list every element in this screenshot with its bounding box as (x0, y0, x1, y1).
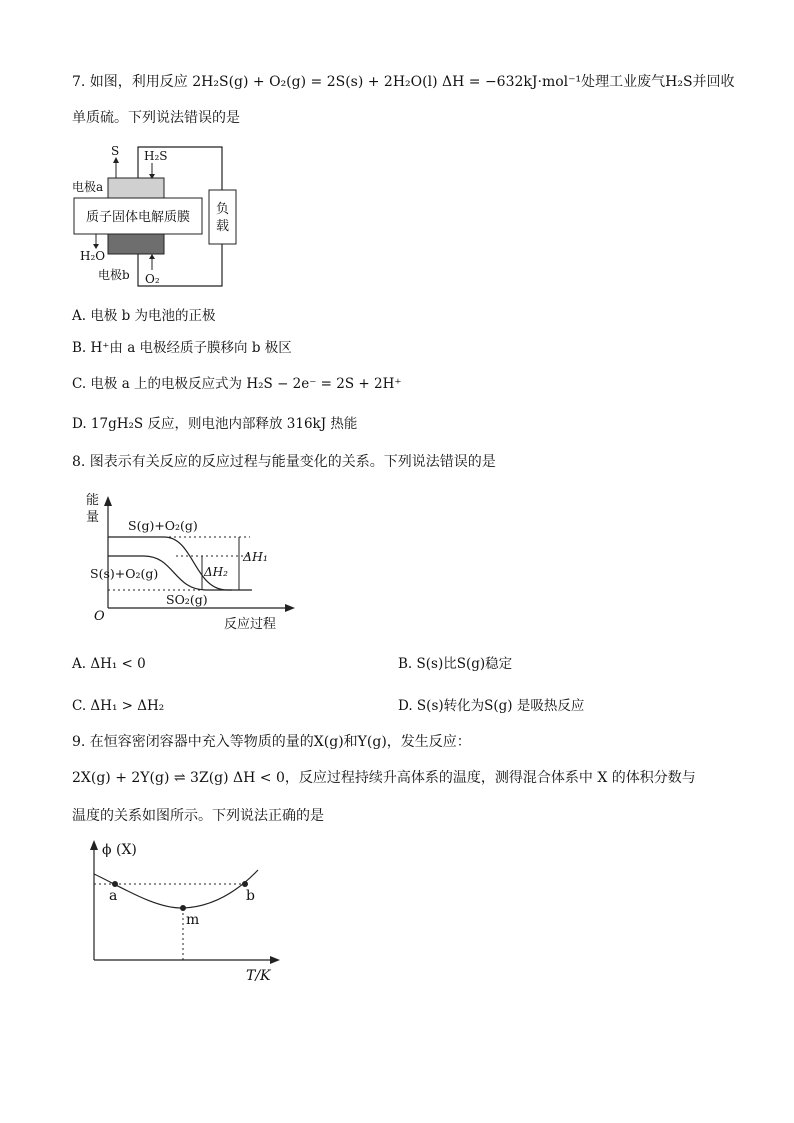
electrode-b-label: 电极b (98, 268, 130, 282)
q8-option-a: A. ΔH₁ < 0 (72, 656, 146, 672)
q8-option-d: D. S(s)转化为S(g) 是吸热反应 (398, 698, 585, 714)
h2s-label: H₂S (144, 149, 168, 163)
y-axis-label: ϕ (X) (102, 842, 137, 858)
load-char-2: 载 (215, 219, 230, 234)
y-axis-arrow (90, 840, 98, 850)
q9-phi-temperature-chart (80, 834, 290, 986)
x-axis-arrow (285, 604, 295, 612)
q9-stem-line3: 温度的关系如图所示。下列说法正确的是 (72, 808, 324, 824)
point-m (180, 905, 186, 911)
q7-option-c: C. 电极 a 上的电极反应式为 H₂S − 2e⁻ = 2S + 2H⁺ (72, 376, 402, 392)
y-axis-label-2: 量 (86, 510, 100, 525)
q8-option-b: B. S(s)比S(g)稳定 (398, 656, 513, 672)
q8-option-c: C. ΔH₁ > ΔH₂ (72, 698, 165, 714)
o2-arrow-head (149, 254, 155, 259)
o2-label: O₂ (145, 272, 160, 286)
dh1-label: ΔH₁ (243, 549, 268, 564)
q7-option-a: A. 电极 b 为电池的正极 (72, 308, 216, 324)
membrane-label: 质子固体电解质膜 (85, 210, 191, 225)
level-label-sg: S(g)+O₂(g) (128, 518, 198, 533)
electrode-b (108, 234, 164, 254)
x-axis-label: 反应过程 (224, 617, 277, 632)
q7-option-b: B. H⁺由 a 电极经质子膜移向 b 极区 (72, 340, 292, 356)
curve-sg (108, 537, 252, 590)
q9-stem-line2: 2X(g) + 2Y(g) ⇌ 3Z(g) ΔH < 0，反应过程持续升高体系的温度，测得混合体系中 X 的体积分数与 (72, 770, 696, 786)
level-label-so2: SO₂(g) (166, 592, 208, 607)
q7-stem-line2: 单质硫。下列说法错误的是 (72, 110, 240, 126)
electrode-a (108, 178, 164, 198)
load-char-1: 负 (215, 202, 230, 217)
point-m-label: m (186, 912, 200, 928)
electrode-a-label: 电极a (72, 180, 104, 194)
h2o-label: H₂O (80, 249, 106, 263)
dh2-label: ΔH₂ (204, 565, 228, 579)
x-axis-arrow (270, 956, 280, 964)
x-axis-label: T/K (246, 968, 271, 984)
q8-stem: 8. 图表示有关反应的反应过程与能量变化的关系。下列说法错误的是 (72, 454, 496, 470)
y-axis-label-1: 能 (86, 493, 100, 508)
y-axis-arrow (104, 496, 112, 506)
point-a-label: a (109, 888, 118, 904)
load-box (209, 190, 236, 244)
s-label: S (111, 144, 120, 158)
q7-cell-diagram (70, 142, 260, 292)
phi-curve (94, 870, 258, 908)
point-b-label: b (246, 888, 255, 904)
level-label-ss: S(s)+O₂(g) (90, 566, 159, 581)
point-b (242, 881, 248, 887)
q8-energy-diagram (82, 490, 302, 635)
q9-stem-line1: 9. 在恒容密闭容器中充入等物质的量的X(g)和Y(g)，发生反应： (72, 734, 471, 750)
origin-label: O (94, 609, 105, 624)
point-a (112, 881, 118, 887)
q7-stem-line1: 7. 如图，利用反应 2H₂S(g) + O₂(g) = 2S(s) + 2H₂O(l) ΔH = −632kJ·mol⁻¹处理工业废气H₂S并回收 (72, 74, 735, 90)
q7-option-d: D. 17gH₂S 反应，则电池内部释放 316kJ 热能 (72, 416, 358, 432)
